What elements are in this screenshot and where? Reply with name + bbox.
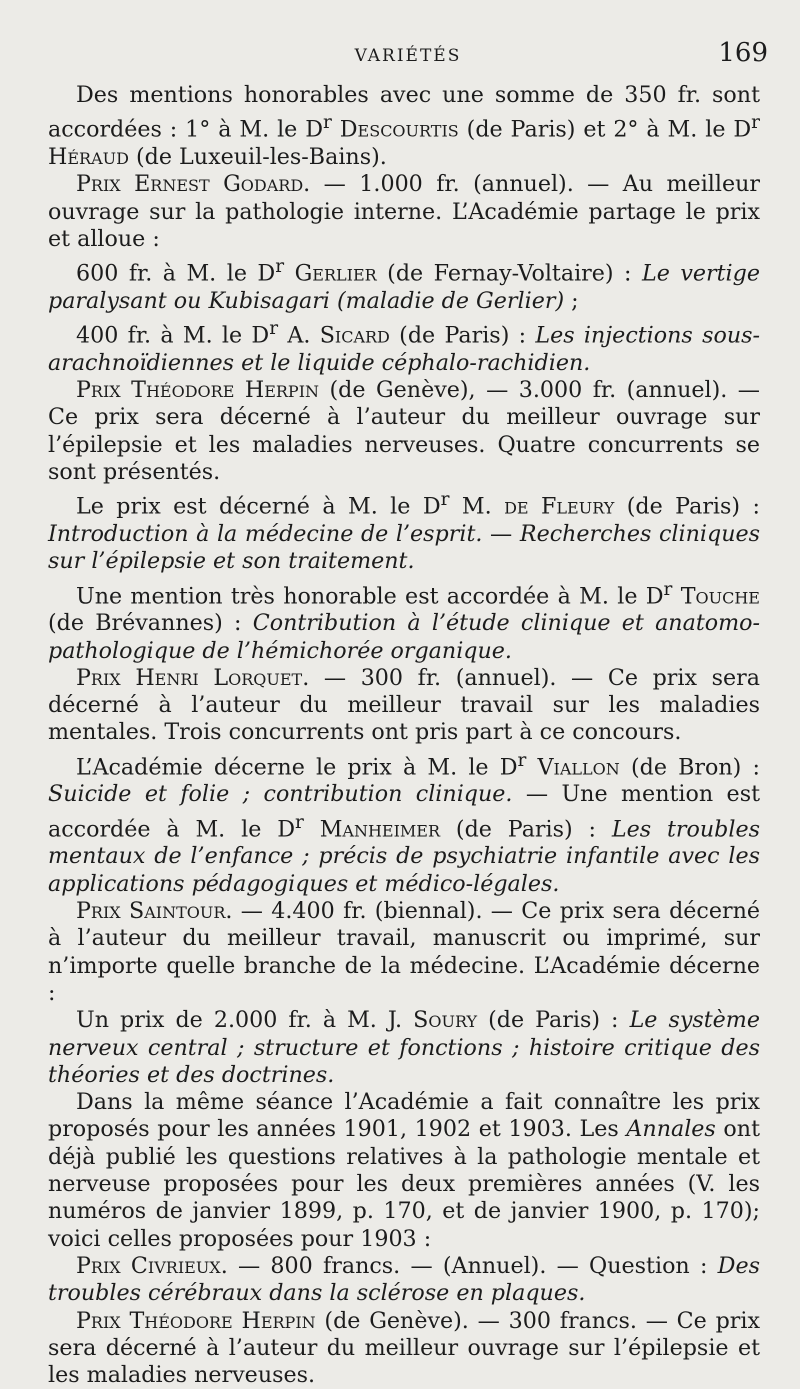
text-run: (de Brévannes) : [48, 610, 253, 636]
text-run: — 300 fr. (annuel). — Ce prix sera décerné à l’auteur du meilleur travail sur les maladies mentales. Trois concurrents ont pris part à ce concours. [48, 665, 760, 746]
text-run: L’Académie décerne le prix à M. le D [76, 754, 518, 780]
text-run: (de Paris) : [477, 1007, 629, 1033]
small-caps-name: Gerlier [295, 261, 377, 287]
paragraph [48, 747, 760, 898]
text-run: Un prix de 2.000 fr. à M. J. [76, 1007, 413, 1033]
small-caps-name: Prix Théodore Herpin [76, 377, 319, 403]
small-caps-name: Prix Saintour. [76, 898, 232, 924]
superscript: r [275, 256, 284, 277]
text-run: Le prix est décerné à M. le D [76, 494, 441, 520]
paragraph [48, 377, 760, 486]
text-run: (de Fernay-Voltaire) : [377, 261, 642, 287]
text-run [332, 117, 340, 143]
paragraph [48, 665, 760, 747]
small-caps-name: de Fleury [504, 494, 614, 520]
paragraph [48, 315, 760, 377]
superscript: r [664, 579, 673, 600]
italic-title: Le système nerveux central ; structure et fonctions ; histoire critique des théories et des doctrines. [48, 1007, 760, 1088]
text-run: — 4.400 fr. (biennal). — Ce prix sera décerné à l’auteur du meilleur travail, manuscrit ou imprimé, sur n’importe quelle branche de la médecine. L’Académie décerne : [48, 898, 760, 1006]
italic-title: Suicide et folie ; contribution clinique. [48, 781, 512, 807]
text-run [672, 583, 680, 609]
small-caps-name: Viallon [538, 754, 620, 780]
text-run: — [482, 521, 519, 547]
small-caps-name: Héraud [48, 144, 129, 170]
small-caps-name: Manheimer [320, 816, 440, 842]
text-run [526, 754, 537, 780]
text-run: (de Paris) : [614, 494, 760, 520]
italic-title: Les injections sous-arachnoïdiennes et le liquide céphalo-rachidien. [48, 323, 760, 376]
text-run: (de Paris) : [390, 323, 536, 349]
text-run: Dans la même séance l’Académie a fait connaître les prix proposés pour les années 1901, 1902 et 1903. Les [48, 1089, 760, 1142]
paragraph [48, 1308, 760, 1389]
text-run: (de Genève), — 3.000 fr. (annuel). — Ce prix sera décerné à l’auteur du meilleur ouvrage sur l’épilepsie et les maladies nerveuses. Quatre concurrents se sont présentés. [48, 377, 760, 485]
small-caps-name: Descourtis [340, 117, 459, 143]
italic-title: Recherches cliniques sur l’épilepsie et son traitement. [48, 521, 760, 574]
superscript: r [441, 489, 450, 510]
small-caps-name: Prix Théodore Herpin [76, 1308, 316, 1334]
italic-title: Les troubles mentaux de l’enfance ; précis de psychiatrie infantile avec les applications pédagogiques et médico-légales. [48, 816, 760, 897]
page-number: 169 [718, 38, 768, 68]
superscript: r [323, 112, 332, 133]
paragraph [48, 1253, 760, 1308]
text-run: (de Bron) : [620, 754, 760, 780]
paragraph [48, 576, 760, 665]
superscript: r [518, 750, 527, 771]
text-run: ont déjà publié les questions relatives à la pathologie mentale et nerveuse proposées pour les deux premières années (V. les numéros de janvier 1899, p. 170, et de janvier 1900, p. 170); voici celles proposées pour 1903 : [48, 1116, 760, 1251]
superscript: r [751, 112, 760, 133]
text-run: Une mention très honorable est accordée à M. le D [76, 583, 664, 609]
text-run: (de Paris) : [440, 816, 612, 842]
text-run [284, 261, 295, 287]
small-caps-name: Prix Ernest Godard. [76, 171, 310, 197]
italic-title: Annales [626, 1116, 715, 1142]
paragraph [48, 898, 760, 1007]
page-header [48, 38, 768, 78]
italic-title: Contribution à l’étude clinique et anatomo-pathologique de l’hémichorée organique. [48, 610, 760, 663]
paragraph [48, 253, 760, 315]
text-run: — 800 francs. — (Annuel). — Question : [228, 1253, 718, 1279]
text-run [304, 816, 320, 842]
document-body [48, 82, 760, 1389]
text-run: (de Luxeuil-les-Bains). [129, 144, 387, 170]
text-run: M. [449, 494, 504, 520]
small-caps-name: Prix Henri Lorquet. [76, 665, 309, 691]
paragraph [48, 486, 760, 575]
paragraph [48, 171, 760, 253]
text-run: (de Genève). — 300 francs. — Ce prix sera décerné à l’auteur du meilleur ouvrage sur l’épilepsie et les maladies nerveuses. [48, 1308, 760, 1389]
small-caps-name: Prix Civrieux. [76, 1253, 228, 1279]
superscript: r [269, 318, 278, 339]
text-run: Des mentions honorables avec une somme de 350 fr. sont accordées : 1° à M. le D [48, 82, 760, 143]
text-run: — 1.000 fr. (annuel). — Au meilleur ouvrage sur la pathologie interne. L’Académie partage le prix et alloue : [48, 171, 760, 252]
small-caps-name: Touche [681, 583, 760, 609]
italic-title: Des troubles cérébraux dans la sclérose en plaques. [48, 1253, 760, 1306]
superscript: r [295, 812, 304, 833]
small-caps-name: Sicard [320, 323, 390, 349]
paragraph [48, 82, 760, 171]
italic-title: Introduction à la médecine de l’esprit. [48, 521, 482, 547]
text-run: (de Paris) et 2° à M. le D [459, 117, 751, 143]
paragraph [48, 1007, 760, 1089]
text-run: A. [278, 323, 320, 349]
italic-title: Le vertige paralysant ou Kubisagari (maladie de Gerlier) [48, 261, 760, 314]
text-run: — Une mention est accordée à M. le D [48, 781, 760, 842]
paragraph [48, 1089, 760, 1253]
text-run: ; [564, 288, 579, 314]
small-caps-name: Soury [413, 1007, 477, 1033]
text-run: 600 fr. à M. le D [76, 261, 275, 287]
text-run: 400 fr. à M. le D [76, 323, 269, 349]
running-head: VARIÉTÉS [48, 46, 768, 66]
